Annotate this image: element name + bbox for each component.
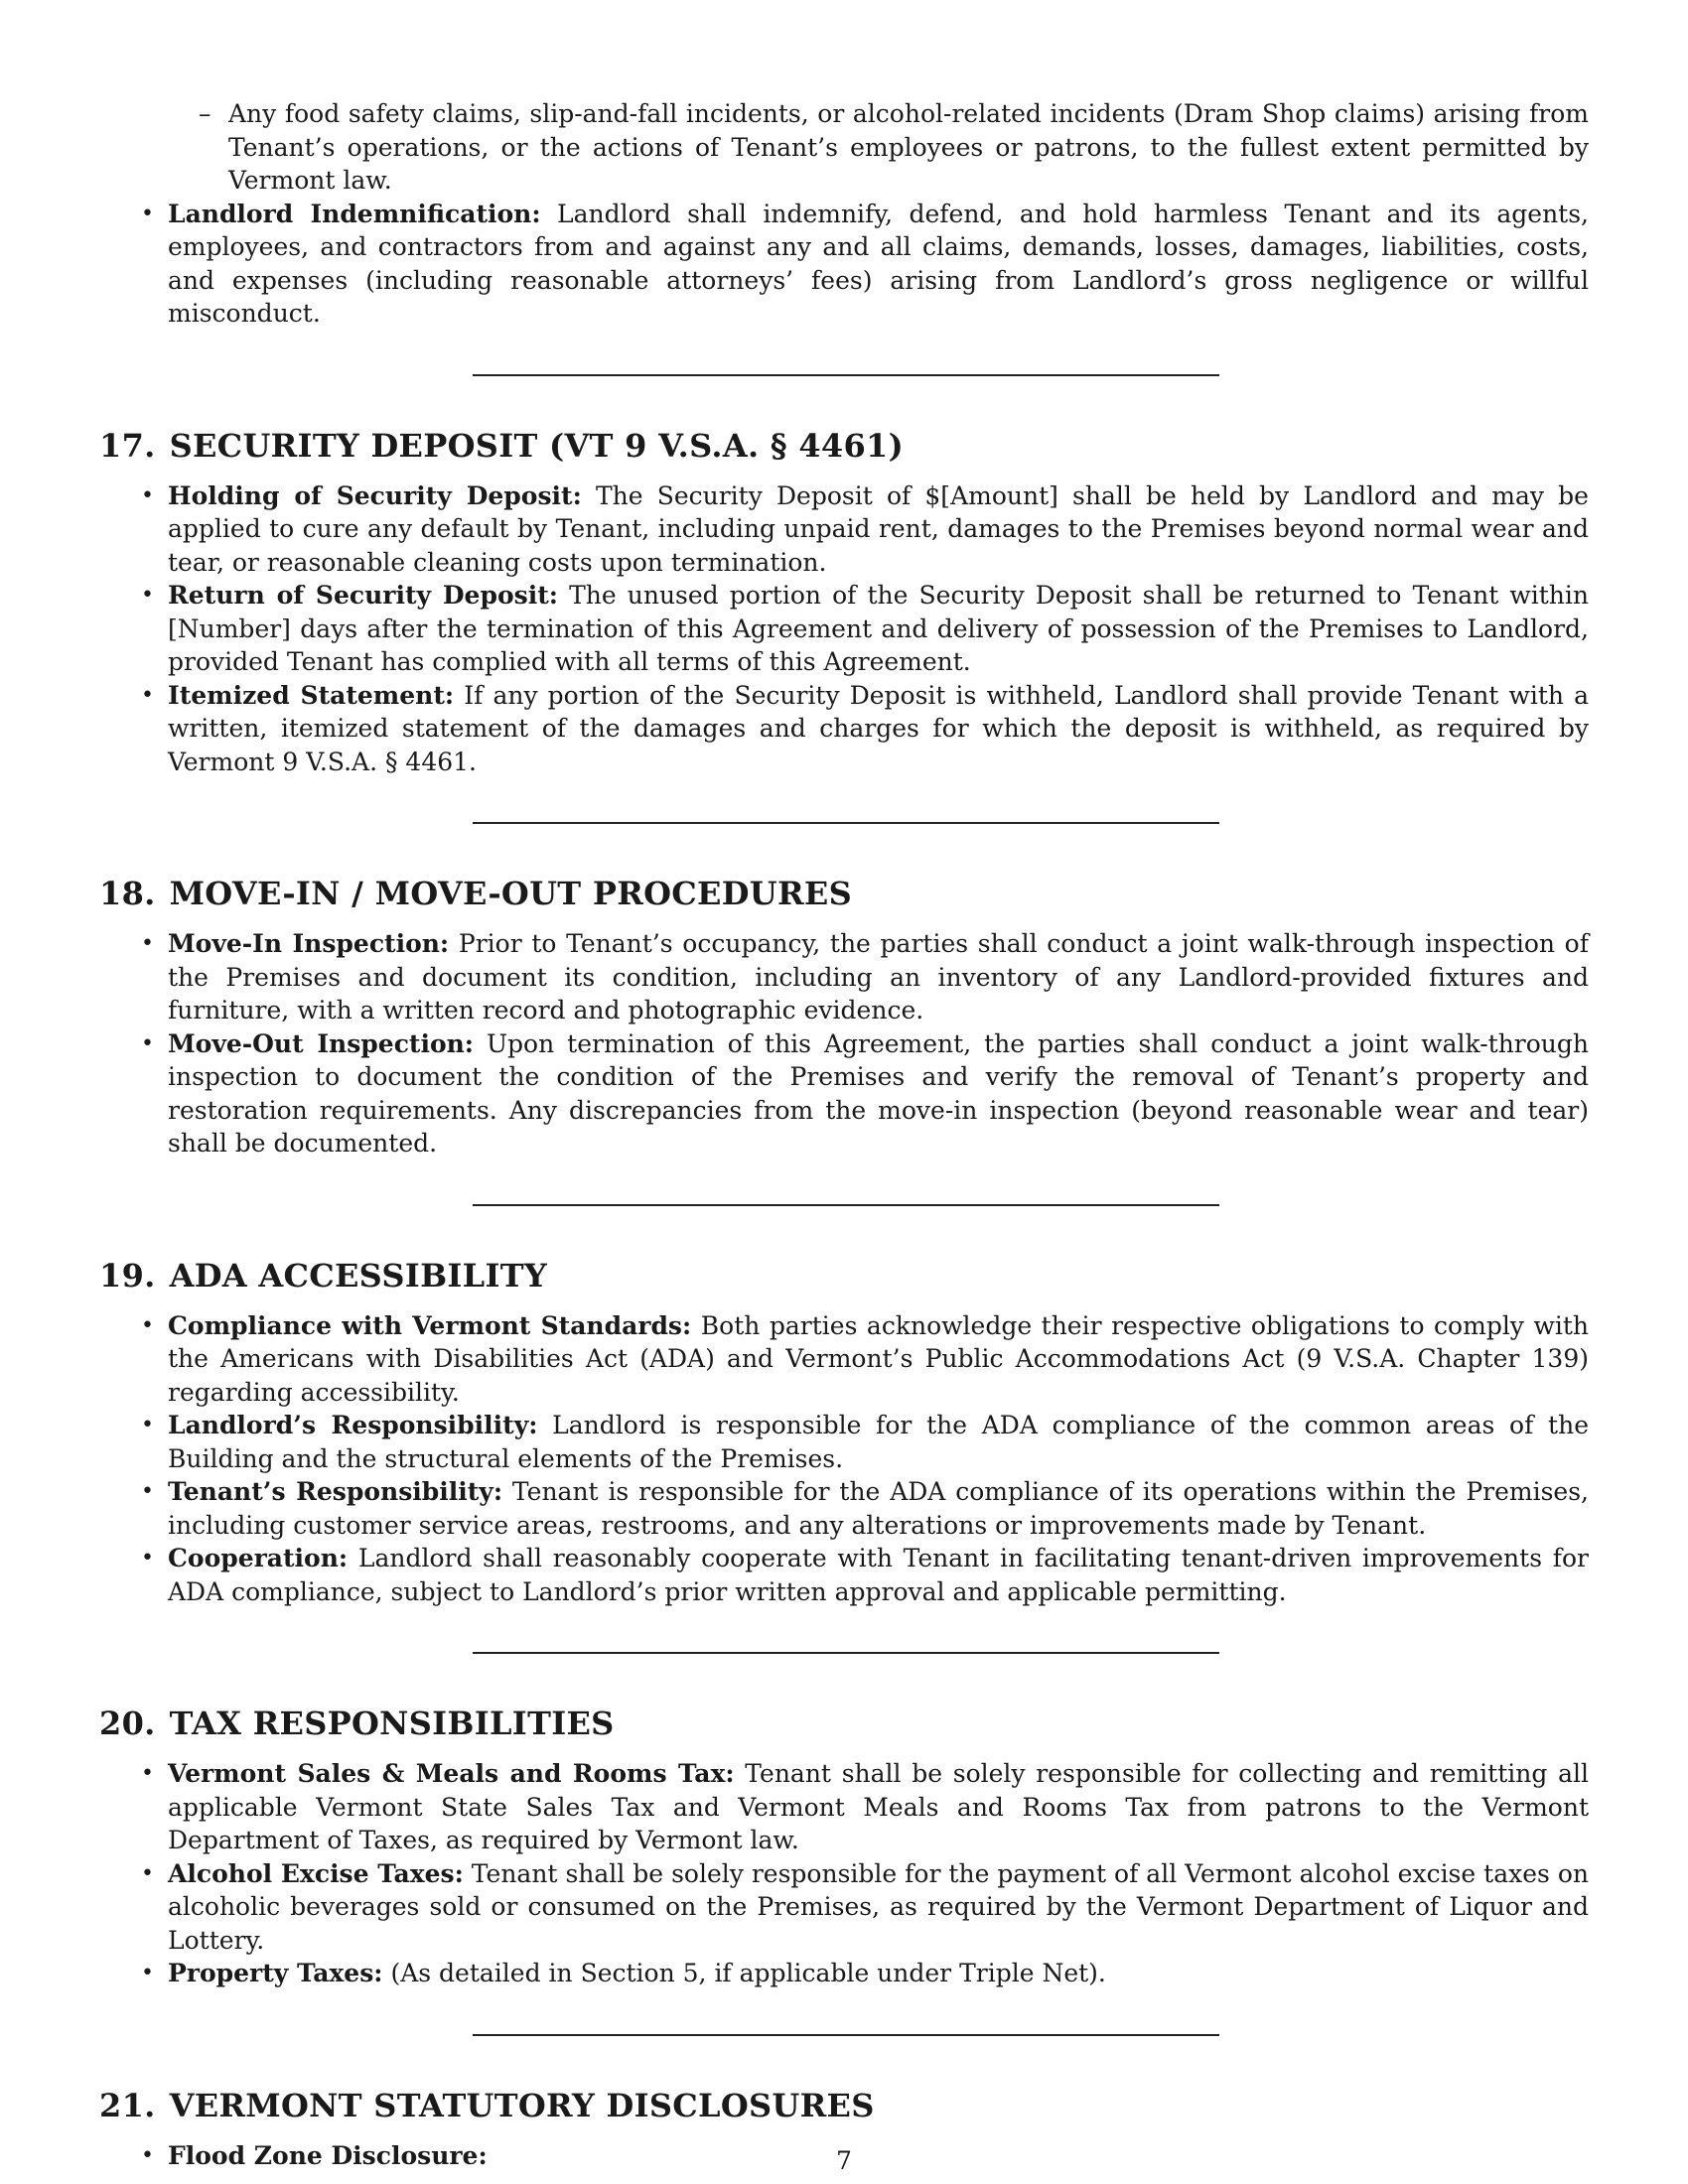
bullet-icon: •: [141, 2142, 154, 2168]
bullet-icon: •: [141, 1312, 154, 1338]
bullet-text: Landlord shall reasonably cooperate with Tenant in facilitating tenant-driven improvements for ADA compliance, subject to Landlord’s prior written approval and applicable permitting.: [168, 1544, 1589, 1606]
bullet-label: Landlord Indemnification:: [168, 199, 541, 228]
bullet-label: Move-In Inspection:: [168, 929, 450, 958]
section-title: ADA ACCESSIBILITY: [169, 1256, 548, 1295]
bullet-icon: •: [141, 482, 154, 508]
section-divider: [473, 1652, 1219, 1654]
dash-icon: –: [199, 99, 211, 128]
section-19-bullets: [99, 1309, 1589, 1609]
section-heading-18: [99, 874, 1589, 913]
bullet-label: Itemized Statement:: [168, 680, 455, 710]
section-divider: [473, 2034, 1219, 2036]
bullet-label: Cooperation:: [168, 1544, 349, 1572]
bullet-label: Alcohol Excise Taxes:: [168, 1858, 464, 1888]
bullet-icon: •: [141, 1413, 154, 1437]
list-item: [141, 927, 1589, 1027]
bullet-label: Tenant’s Responsibility:: [168, 1477, 503, 1506]
bullet-icon: •: [141, 1479, 154, 1504]
bullet-text: Upon termination of this Agreement, the parties shall conduct a joint walk-through inspection to document the condition of the Premises and verify the removal of Tenant’s property and restoration requirements. Any discrepancies from the move-in inspection (beyond reasonable wear and tear) shall be documented.: [168, 1028, 1590, 1158]
list-item: [141, 1309, 1590, 1410]
section-divider: [473, 1204, 1219, 1206]
bullet-text: Prior to Tenant’s occupancy, the parties shall conduct a joint walk-through inspection of the Premises and document its condition, including an inventory of any Landlord-provided fixtures and furniture, with a written record and photographic evidence.: [168, 929, 1589, 1024]
section-heading-19: [99, 1256, 1589, 1296]
list-item: [141, 198, 1589, 331]
bullet-text: Tenant shall be solely responsible for the payment of all Vermont alcohol excise taxes on alcoholic beverages sold or consumed on the Premises, as required by the Vermont Department of Liquor and Lottery.: [168, 1858, 1589, 1955]
bullet-label: Holding of Security Deposit:: [168, 480, 582, 510]
bullet-icon: •: [141, 1961, 154, 1985]
list-item: [141, 1857, 1589, 1958]
bullet-text: If any portion of the Security Deposit is withheld, Landlord shall provide Tenant with a written, itemized statement of the damages and charges for which the deposit is withheld, as required by Vermont 9 V.S.A. § 4461.: [168, 680, 1589, 776]
section-divider: [473, 822, 1219, 824]
section-divider: [473, 374, 1219, 376]
bullet-icon: •: [141, 1030, 154, 1056]
bullet-text: Tenant shall be solely responsible for collecting and remitting all applicable Vermont State Sales Tax and Vermont Meals and Rooms Tax from patrons to the Vermont Department of Taxes, as required by Vermont law.: [168, 1759, 1589, 1854]
bullet-icon: •: [141, 1761, 154, 1786]
bullet-text: (As detailed in Section 5, if applicable under Triple Net).: [382, 1959, 1106, 1987]
section-title: VERMONT STATUTORY DISCLOSURES: [169, 2086, 875, 2124]
list-item: [199, 97, 1589, 198]
list-item: [141, 679, 1589, 779]
bullet-text: Landlord shall indemnify, defend, and hold harmless Tenant and its agents, employees, and contractors from and against any and all claims, demands, losses, damages, liabilities, costs, and expenses (including reasonable attorneys’ fees) arising from Landlord’s gross negligence or willful misconduct.: [168, 199, 1589, 328]
section-heading-17: [99, 426, 1589, 466]
bullet-text: Tenant is responsible for the ADA compliance of its operations within the Premises, including customer service areas, restrooms, and any alterations or improvements made by Tenant.: [168, 1477, 1589, 1540]
section-heading-20: [99, 1704, 1589, 1743]
section-title: TAX RESPONSIBILITIES: [169, 1705, 615, 1742]
section-number: 18.: [99, 875, 156, 912]
sub-item-text: Any food safety claims, slip-and-fall incidents, or alcohol-related incidents (Dram Shop claims) arising from Tenant’s operations, or the actions of Tenant’s employees or patrons, to the fullest extent permitted by Vermont law.: [228, 99, 1589, 195]
section-20-bullets: [99, 1757, 1589, 1990]
section-18-bullets: [99, 927, 1589, 1160]
section-17-bullets: [99, 479, 1589, 779]
bullet-icon: •: [141, 1546, 154, 1570]
section-number: 21.: [99, 2086, 156, 2124]
list-item: [141, 1409, 1589, 1475]
section-number: 17.: [99, 426, 156, 465]
list-item: [141, 1542, 1589, 1608]
bullet-icon: •: [141, 583, 154, 608]
bullet-text: Landlord is responsible for the ADA compliance of the common areas of the Building and the structural elements of the Premises.: [168, 1411, 1589, 1473]
intro-sub-list: [99, 97, 1589, 198]
bullet-label: Flood Zone Disclosure:: [168, 2140, 488, 2170]
section-title: MOVE-IN / MOVE-OUT PROCEDURES: [169, 875, 852, 912]
list-item: [141, 1027, 1590, 1160]
section-number: 20.: [99, 1705, 156, 1742]
bullet-icon: •: [141, 1860, 154, 1886]
section-title: SECURITY DEPOSIT (VT 9 V.S.A. § 4461): [169, 426, 905, 465]
intro-bullets: [99, 198, 1589, 331]
document-page: [99, 97, 1589, 2172]
list-item: [141, 479, 1589, 580]
bullet-icon: •: [141, 682, 154, 708]
bullet-icon: •: [141, 201, 154, 226]
bullet-text: Both parties acknowledge their respective obligations to comply with the Americans with Disabilities Act (ADA) and Vermont’s Public Accommodations Act (9 V.S.A. Chapter 139) regarding accessibility.: [168, 1310, 1590, 1407]
bullet-label: Vermont Sales & Meals and Rooms Tax:: [168, 1759, 735, 1788]
bullet-label: Move-Out Inspection:: [168, 1028, 475, 1058]
bullet-label: Return of Security Deposit:: [168, 581, 558, 610]
bullet-label: Property Taxes:: [168, 1959, 383, 1987]
list-item: [141, 1475, 1589, 1542]
list-item: [141, 1757, 1589, 1857]
list-item: [141, 579, 1589, 679]
page-number: 7: [836, 2146, 852, 2175]
bullet-text: The Security Deposit of $[Amount] shall be held by Landlord and may be applied to cure any default by Tenant, including unpaid rent, damages to the Premises beyond normal wear and tear, or reasonable cleaning costs upon termination.: [168, 480, 1589, 577]
bullet-text: The unused portion of the Security Deposit shall be returned to Tenant within [Number] days after the termination of this Agreement and delivery of possession of the Premises to Landlord, provided Tenant has complied with all terms of this Agreement.: [168, 581, 1589, 676]
bullet-label: Landlord’s Responsibility:: [168, 1411, 538, 1439]
section-heading-21: [99, 2086, 1589, 2125]
bullet-label: Compliance with Vermont Standards:: [168, 1310, 692, 1340]
section-number: 19.: [99, 1256, 156, 1295]
bullet-icon: •: [141, 931, 154, 956]
list-item: [141, 1957, 1589, 1990]
